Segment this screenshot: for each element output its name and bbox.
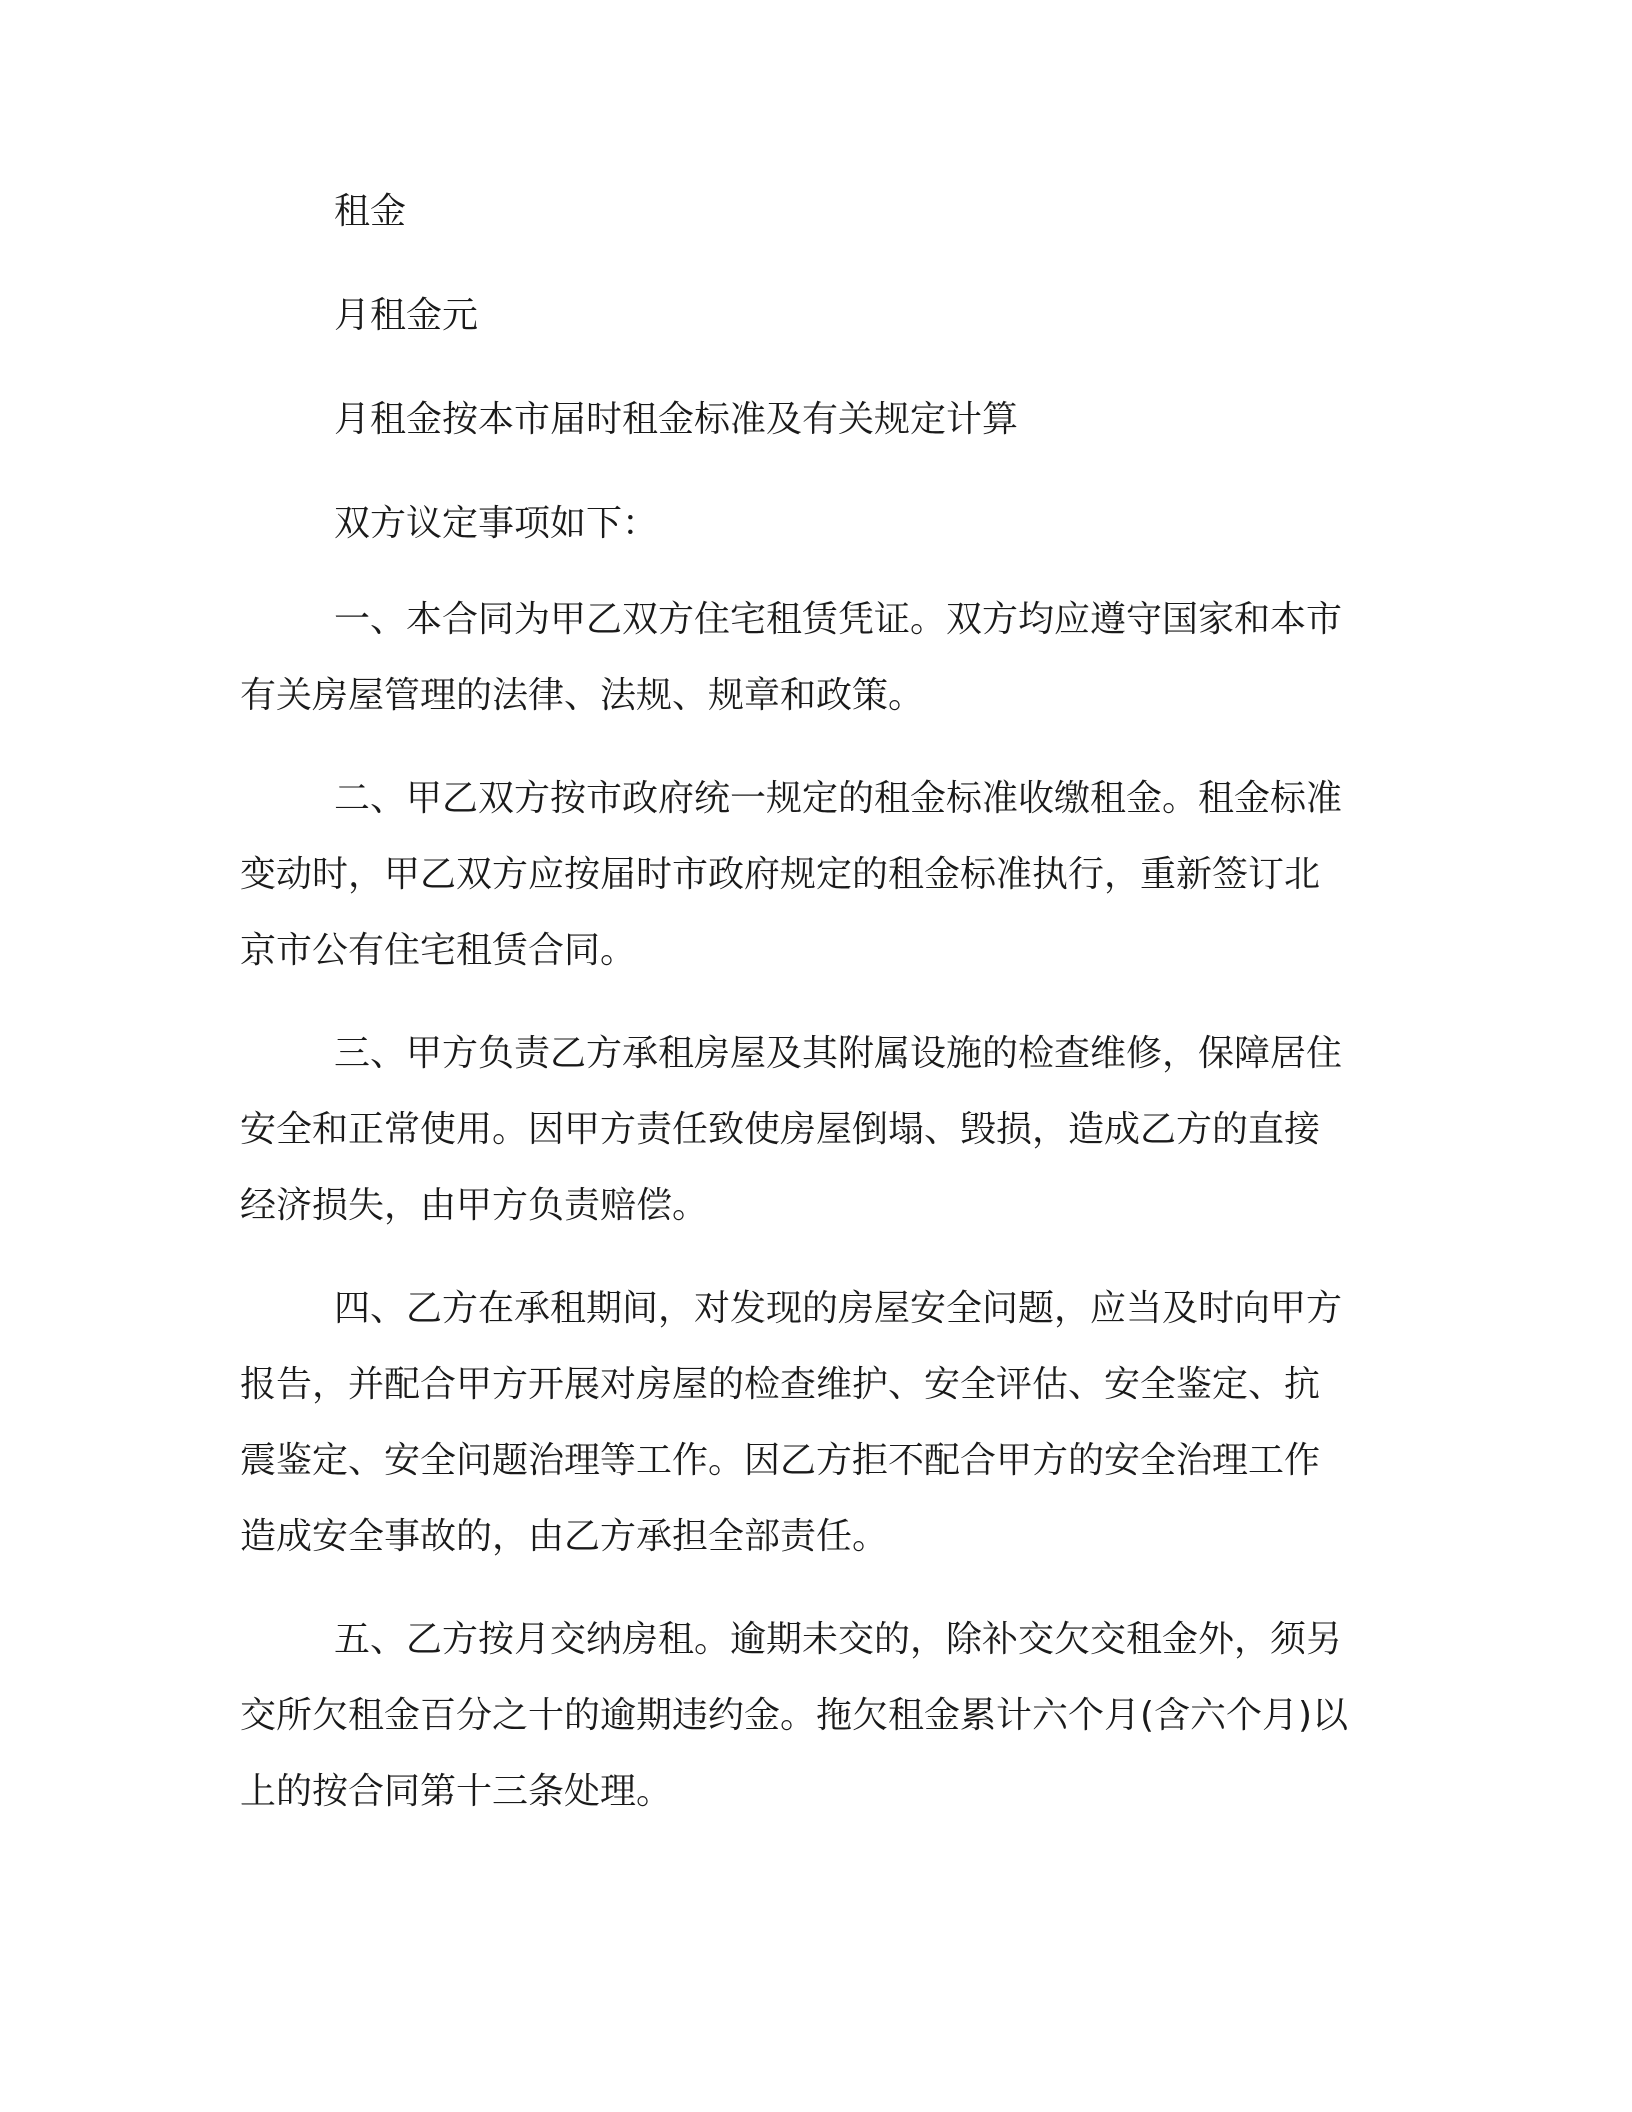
clause-5-line-1: 五、乙方按月交纳房租。逾期未交的，除补交欠交租金外，须另: [334, 1619, 1343, 1660]
clause-4-line-2: 报告，并配合甲方开展对房屋的检查维护、安全评估、安全鉴定、抗: [240, 1364, 1321, 1405]
clause-1-line-2: 有关房屋管理的法律、法规、规章和政策。: [240, 675, 925, 716]
clause-1: [240, 582, 1390, 734]
clause-2-line-1: 二、甲乙双方按市政府统一规定的租金标准收缴租金。租金标准: [334, 778, 1343, 819]
heading-agreed-items: 双方议定事项如下：: [334, 503, 659, 544]
clause-4-line-4: 造成安全事故的，由乙方承担全部责任。: [240, 1516, 889, 1557]
clause-5: [240, 1602, 1390, 1830]
clause-2: [240, 761, 1390, 989]
document-body: [240, 190, 1390, 1857]
clause-3-line-2: 安全和正常使用。因甲方责任致使房屋倒塌、毁损，造成乙方的直接: [240, 1109, 1321, 1150]
clause-4: [240, 1271, 1390, 1575]
heading-rent: 租金: [334, 191, 407, 232]
clause-3-line-1: 三、甲方负责乙方承租房屋及其附属设施的检查维修，保障居住: [334, 1033, 1343, 1074]
heading-monthly-rent: 月租金元: [334, 295, 479, 336]
clause-1-line-1: 一、本合同为甲乙双方住宅租赁凭证。双方均应遵守国家和本市: [334, 599, 1343, 640]
clause-3-line-3: 经济损失，由甲方负责赔偿。: [240, 1185, 709, 1226]
heading-rent-standard: 月租金按本市届时租金标准及有关规定计算: [334, 399, 1019, 440]
clause-5-line-2: 交所欠租金百分之十的逾期违约金。拖欠租金累计六个月(含六个月)以: [240, 1695, 1349, 1736]
clause-5-line-3: 上的按合同第十三条处理。: [240, 1771, 673, 1812]
clause-2-line-3: 京市公有住宅租赁合同。: [240, 930, 637, 971]
clause-3: [240, 1016, 1390, 1244]
clause-2-line-2: 变动时，甲乙双方应按届时市政府规定的租金标准执行，重新签订北: [240, 854, 1321, 895]
clause-4-line-3: 震鉴定、安全问题治理等工作。因乙方拒不配合甲方的安全治理工作: [240, 1440, 1321, 1481]
clause-4-line-1: 四、乙方在承租期间，对发现的房屋安全问题，应当及时向甲方: [334, 1288, 1343, 1329]
